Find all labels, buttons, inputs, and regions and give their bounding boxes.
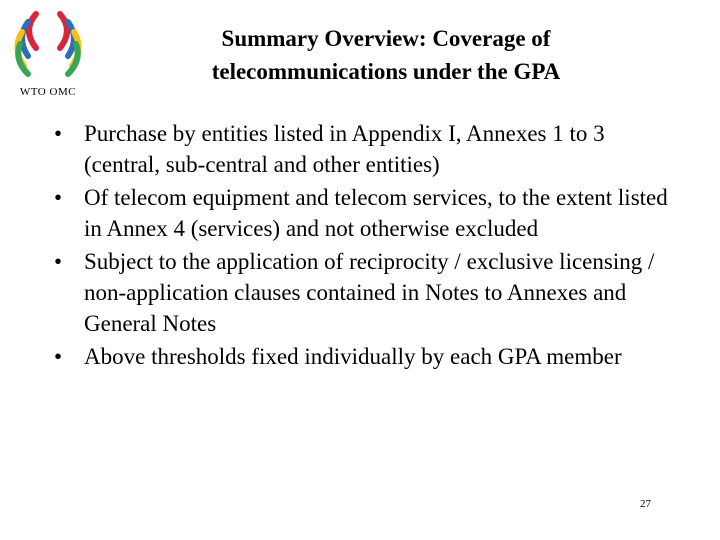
bullet-text: Subject to the application of reciprocity / exclusive licensing / non-application clauses contained in Notes to Annexes and General Notes (84, 249, 655, 336)
bullet-list (52, 118, 682, 374)
title-line-2: telecommunications under the GPA (211, 59, 561, 84)
wto-logo (6, 8, 90, 100)
wto-logo-icon (6, 8, 90, 86)
bullet-icon: • (54, 185, 63, 210)
slide-title (150, 22, 622, 88)
bullet-text: Purchase by entities listed in Appendix I, Annexes 1 to 3 (central, sub-central and other entities) (84, 121, 605, 177)
logo-caption: WTO OMC (19, 86, 77, 98)
bullet-icon: • (54, 344, 63, 369)
bullet-item (52, 182, 682, 244)
bullet-text: Above thresholds fixed individually by each GPA member (84, 344, 622, 369)
bullet-icon: • (54, 249, 63, 274)
bullet-item (52, 246, 682, 339)
title-line-1: Summary Overview: Coverage of (221, 26, 551, 51)
bullet-text: Of telecom equipment and telecom services, to the extent listed in Annex 4 (services) and not otherwise excluded (84, 185, 668, 241)
bullet-item (52, 341, 682, 372)
page-number: 27 (640, 498, 651, 510)
bullet-item (52, 118, 682, 180)
bullet-icon: • (54, 121, 63, 146)
